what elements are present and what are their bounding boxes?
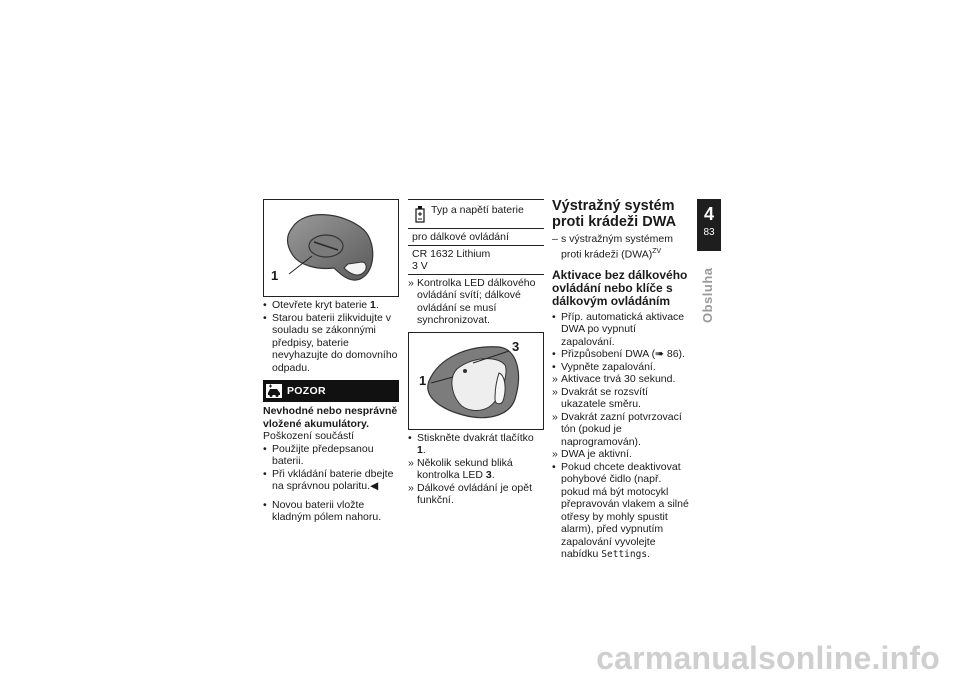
- led-status-list: [408, 277, 544, 327]
- figure-callout-1: 1: [271, 268, 279, 283]
- subsection-title: Aktivace bez dálkového ovládání nebo klíče s dálkovým ovládáním: [552, 267, 688, 308]
- list-item: » Kontrolka LED dálkového ovládání svítí; dálkové ovládání se musí synchronizovat.: [408, 277, 544, 327]
- warning-list: [263, 443, 399, 493]
- list-item: • Přizpůsobení DWA (➠ 86).: [552, 348, 690, 361]
- list-item: » Dálkové ovládání je opět funkční.: [408, 482, 544, 507]
- key-fob-figure-battery-cover: [263, 199, 399, 297]
- warning-label: POZOR: [287, 384, 326, 397]
- list-item: • Příp. automatická aktivace DWA po vypnutí zapalování.: [552, 311, 690, 349]
- car-warning-icon: [266, 384, 282, 398]
- battery-spec-table: [408, 199, 544, 275]
- warning-heading: Nevhodné nebo nesprávně vložené akumulátory.: [263, 405, 398, 430]
- list-item: » Aktivace trvá 30 sekund.: [552, 373, 690, 386]
- list-item: » Dvakrát zazní potvrzovací tón (pokud je naprogramován).: [552, 411, 690, 449]
- section-label: Obsluha: [700, 267, 715, 323]
- key-fob-illustration: [264, 200, 398, 296]
- table-row: pro dálkové ovládání: [408, 228, 544, 245]
- figure-callout-3: 3: [512, 338, 520, 354]
- dwa-steps-list: [552, 311, 690, 562]
- key-fob-buttons-illustration: [409, 333, 543, 429]
- chapter-tab: [697, 199, 721, 251]
- table-title: Typ a napětí baterie: [431, 204, 524, 216]
- warning-banner: [263, 380, 399, 402]
- list-item: • Použijte předepsanou baterii.: [263, 443, 399, 468]
- list-item: • Otevřete kryt baterie 1.: [263, 299, 399, 312]
- list-item: » DWA je aktivní.: [552, 448, 690, 461]
- list-item: – s výstražným systémem proti krádeži (DWA)$^{ZV}$: [552, 233, 690, 261]
- column-right: [552, 199, 690, 562]
- chapter-sidebar: [697, 199, 721, 329]
- list-item: • Starou baterii zlikvidujte v souladu se zákonnými předpisy, baterie nevyhazujte do domovního odpadu.: [263, 312, 399, 375]
- table-row: [408, 200, 544, 228]
- list-item: • Novou baterii vložte kladným pólem nahoru.: [263, 499, 399, 524]
- final-steps-list: [263, 499, 399, 524]
- figure-callout-1: 1: [419, 372, 427, 388]
- list-item: » Dvakrát se rozsvítí ukazatele směru.: [552, 386, 690, 411]
- table-row: CR 1632 Lithium 3 V: [408, 245, 544, 274]
- watermark: carmanualsonline.info: [596, 640, 940, 676]
- page-number: 83: [703, 227, 715, 238]
- list-item: • Pokud chcete deaktivovat pohybové čidlo (např. pokud má být motocykl přepravován vlakem a silné otřesy by mohly spustit alarm), před vypnutím zapalování vyvolejte nabídku Settings.: [552, 461, 690, 562]
- section-title: Výstražný systém proti krádeži DWA: [552, 198, 677, 230]
- key-fob-figure-buttons: [408, 332, 544, 430]
- warning-subtext: Poškození součástí: [263, 430, 355, 442]
- chapter-number: 4: [703, 204, 714, 224]
- list-item: • Stiskněte dvakrát tlačítko 1.: [408, 432, 544, 457]
- sync-steps-list: [408, 432, 544, 507]
- battery-icon: [414, 204, 426, 224]
- list-item: » Několik sekund bliká kontrolka LED 3.: [408, 457, 544, 482]
- battery-steps-list: [263, 299, 399, 374]
- equipment-note: [552, 233, 690, 261]
- column-left: [263, 199, 399, 524]
- column-middle: [408, 199, 544, 507]
- list-item: • Vypněte zapalování.: [552, 361, 690, 374]
- list-item: • Při vkládání baterie dbejte na správnou polaritu.◀: [263, 468, 399, 493]
